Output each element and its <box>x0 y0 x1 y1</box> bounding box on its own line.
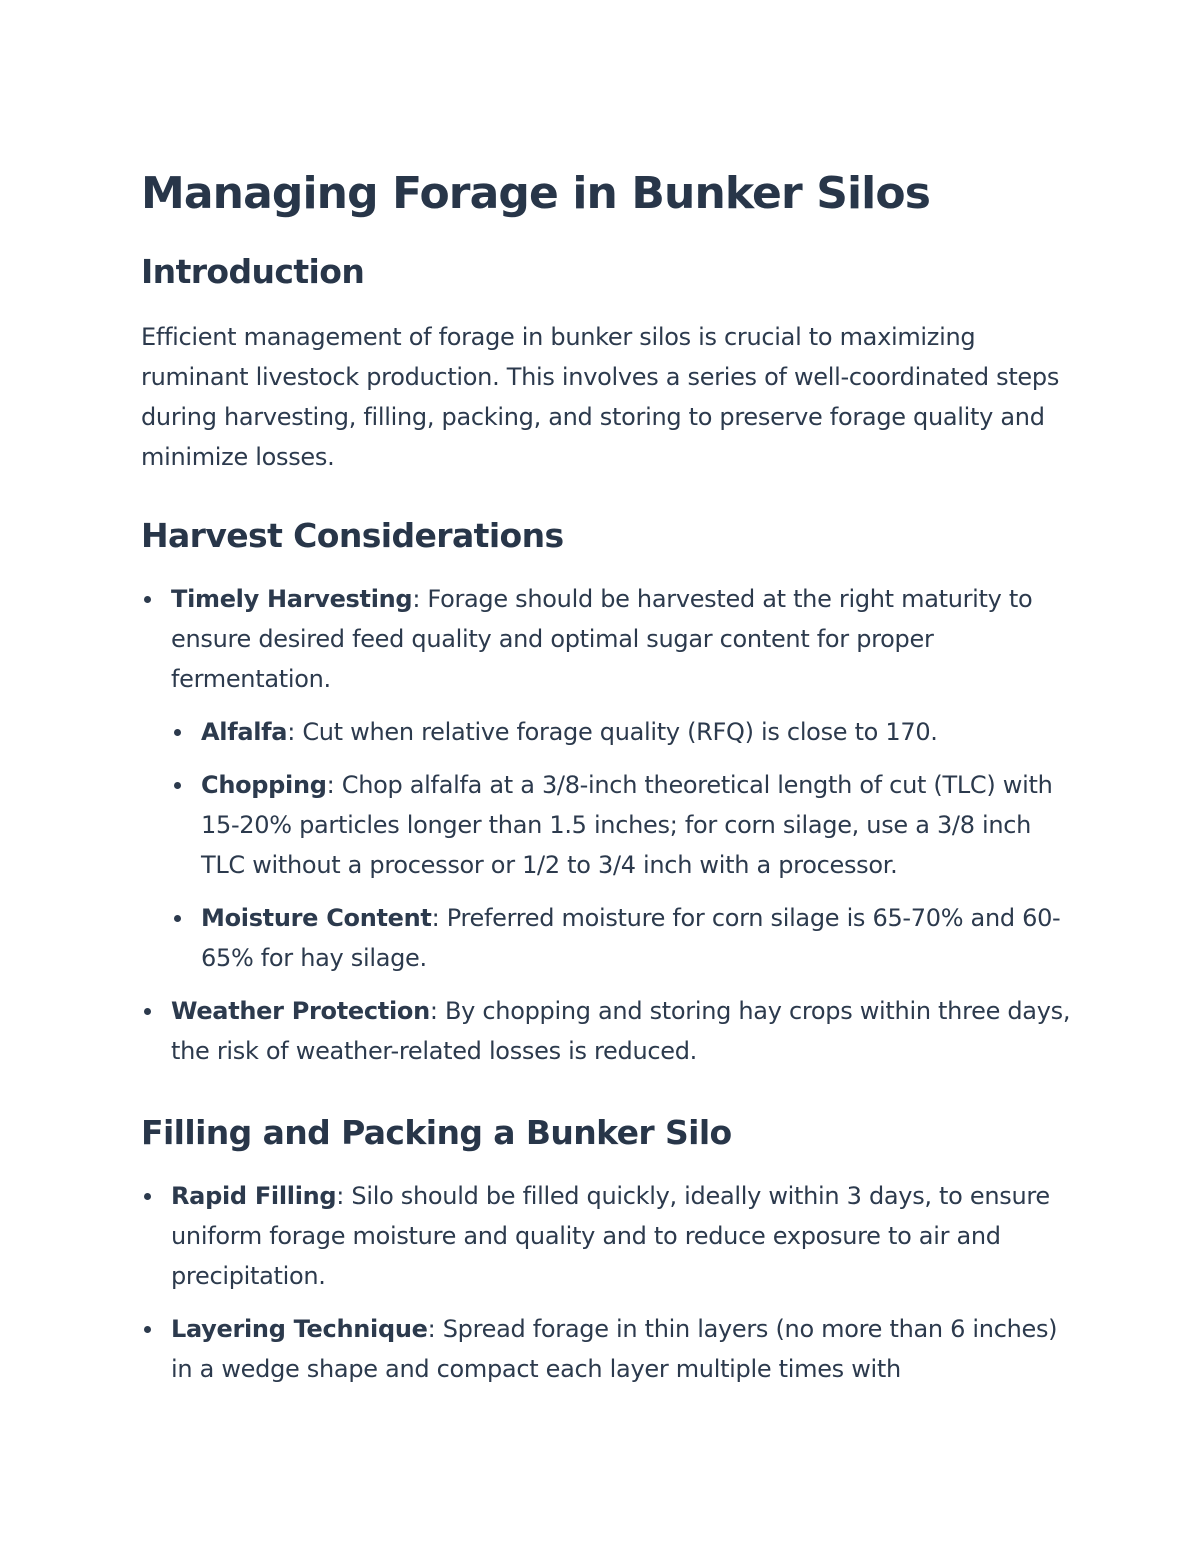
item-term: Moisture Content <box>201 904 432 932</box>
bullet-icon <box>144 596 151 603</box>
item-text: : Forage should be harvested at the right maturity to ensure desired feed quality and optimal sugar content for proper fermentation. <box>171 585 1033 693</box>
item-text: : Chop alfalfa at a 3/8-inch theoretical length of cut (TLC) with 15-20% particles longer than 1.5 inches; for corn silage, use a 3/8 inch TLC without a processor or 1/2 to 3/4 inch with a processor. <box>201 771 1053 879</box>
section-heading-harvest: Harvest Considerations <box>141 516 564 555</box>
item-text: : Spread forage in thin layers (no more than 6 inches) in a wedge shape and compact each layer multiple times with <box>171 1315 1058 1383</box>
section-heading-filling: Filling and Packing a Bunker Silo <box>141 1113 732 1152</box>
item-term: Layering Technique <box>171 1315 428 1343</box>
list-item <box>171 712 1071 752</box>
item-text: : Cut when relative forage quality (RFQ) is close to 170. <box>287 718 938 746</box>
filling-list <box>141 1176 1071 1389</box>
item-term: Weather Protection <box>171 997 430 1025</box>
bullet-icon <box>174 782 181 789</box>
list-item <box>171 765 1071 885</box>
item-text: : By chopping and storing hay crops within three days, the risk of weather-related losses is reduced. <box>171 997 1071 1065</box>
harvest-sublist <box>171 712 1071 978</box>
list-item <box>171 898 1071 978</box>
page-title: Managing Forage in Bunker Silos <box>141 168 930 219</box>
item-text: : Silo should be filled quickly, ideally within 3 days, to ensure uniform forage moisture and quality and to reduce exposure to air and precipitation. <box>171 1182 1050 1290</box>
bullet-icon <box>174 729 181 736</box>
bullet-icon <box>144 1193 151 1200</box>
harvest-list <box>141 579 1071 1071</box>
document-content <box>141 164 1071 1402</box>
item-term: Alfalfa <box>201 718 288 746</box>
bullet-icon <box>144 1008 151 1015</box>
item-term: Timely Harvesting <box>171 585 413 613</box>
item-term: Chopping <box>201 771 327 799</box>
bullet-icon <box>144 1326 151 1333</box>
bullet-icon <box>174 915 181 922</box>
list-item <box>141 1176 1071 1296</box>
section-heading-introduction: Introduction <box>141 252 365 291</box>
list-item <box>141 1309 1071 1389</box>
introduction-paragraph: Efficient management of forage in bunker silos is crucial to maximizing ruminant livestock production. This involves a series of well-coordinated steps during harvesting, filling, packing, and storing to preserve forage quality and minimize losses. <box>141 323 1060 471</box>
item-term: Rapid Filling <box>171 1182 337 1210</box>
list-item <box>141 579 1071 978</box>
item-text: : Preferred moisture for corn silage is 65-70% and 60-65% for hay silage. <box>201 904 1061 972</box>
list-item <box>141 991 1071 1071</box>
